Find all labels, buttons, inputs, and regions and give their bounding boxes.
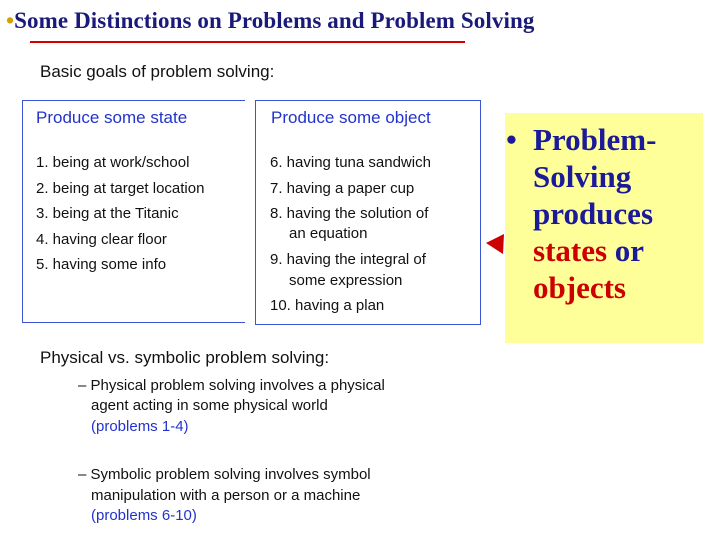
- goals-heading: Basic goals of problem solving:: [40, 62, 275, 81]
- symbolic-item-note: (problems 6-10): [91, 507, 197, 524]
- object-box-title: Produce some object: [271, 108, 431, 127]
- callout-line: objects: [533, 270, 626, 305]
- title-text: Some Distinctions on Problems and Problem Solving: [14, 8, 535, 33]
- object-item: 9. having the integral of: [270, 251, 426, 268]
- callout-bullet: •: [506, 122, 517, 157]
- object-item: 6. having tuna sandwich: [270, 154, 431, 171]
- title-bullet: •: [6, 8, 15, 33]
- object-item-continuation: some expression: [289, 272, 403, 289]
- symbolic-item-line: – Symbolic problem solving involves symbol: [78, 466, 371, 483]
- callout-line: [533, 232, 656, 269]
- physical-item-line: agent acting in some physical world: [91, 397, 328, 414]
- callout-text: [506, 121, 657, 306]
- object-item: 8. having the solution of: [270, 205, 429, 222]
- callout-line: Problem-: [533, 122, 657, 157]
- callout-or: or: [607, 233, 645, 268]
- callout-line: Solving: [533, 159, 632, 194]
- state-item: 3. being at the Titanic: [36, 205, 179, 222]
- physical-item-line: – Physical problem solving involves a physical: [78, 377, 385, 394]
- state-item: 4. having clear floor: [36, 231, 167, 248]
- state-item: 5. having some info: [36, 256, 167, 273]
- physical-heading: Physical vs. symbolic problem solving:: [40, 348, 330, 367]
- state-item: 1. being at work/school: [36, 154, 190, 171]
- object-item-continuation: an equation: [289, 225, 368, 242]
- object-item: 10. having a plan: [270, 297, 385, 314]
- callout-line: produces: [533, 196, 654, 231]
- summary-callout: [505, 113, 703, 343]
- callout-states: states: [533, 233, 608, 268]
- symbolic-item-line: manipulation with a person or a machine: [91, 487, 361, 504]
- physical-item-note: (problems 1-4): [91, 418, 189, 435]
- object-item: 7. having a paper cup: [270, 180, 415, 197]
- state-item: 2. being at target location: [36, 180, 205, 197]
- state-box-title: Produce some state: [36, 108, 188, 127]
